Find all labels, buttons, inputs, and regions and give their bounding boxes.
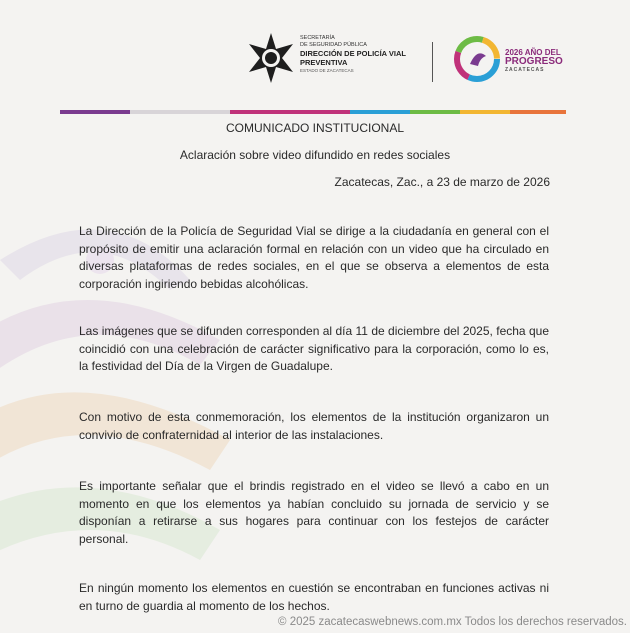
paragraph: Con motivo de esta conmemoración, los elementos de la institución organizaron un convivio de confraternidad al interior de las instalaciones. <box>79 410 549 442</box>
document-title: COMUNICADO INSTITUCIONAL <box>225 121 404 135</box>
dep-line: ESTADO DE ZACATECAS <box>300 68 354 73</box>
dep-line: DE SEGURIDAD PÚBLICA <box>300 42 367 48</box>
department-name <box>300 35 406 74</box>
paragraph: Las imágenes que se difunden corresponden al día 11 de diciembre del 2025, fecha que coincidió con una celebración de carácter significativo para la corporación, como lo es, la festividad del Día de la Virgen de Guadalupe. <box>79 324 549 373</box>
police-star-icon <box>245 32 297 84</box>
paragraph: Es importante señalar que el brindis registrado en el video se llevó a cabo en un momento en que los elementos ya habían concluido su jornada de servicio y se disponían a retirarse a sus hogares para continuar con los festejos de carácter personal. <box>79 479 549 546</box>
letterhead <box>0 30 630 100</box>
slogan-line: ZACATECAS <box>505 67 545 73</box>
dep-line: SECRETARÍA <box>300 35 335 41</box>
document-date: Zacatecas, Zac., a 23 de marzo de 2026 <box>334 175 550 189</box>
dep-line: DIRECCIÓN DE POLICÍA VIAL <box>300 49 406 58</box>
progress-logo-icon <box>452 36 502 82</box>
dep-line: PREVENTIVA <box>300 58 348 67</box>
progress-slogan <box>505 48 563 75</box>
document-subtitle: Aclaración sobre video difundido en redes sociales <box>179 148 451 162</box>
stripe-segment <box>410 110 460 114</box>
stripe-segment <box>130 110 230 114</box>
color-stripe <box>60 110 566 114</box>
slogan-line: 2026 AÑO DEL <box>505 48 561 57</box>
stripe-segment <box>350 110 410 114</box>
slogan-line: PROGRESO <box>505 56 563 67</box>
copyright-notice: © 2025 zacatecaswebnews.com.mx Todos los derechos reservados. <box>278 616 627 628</box>
stripe-segment <box>510 110 566 114</box>
paragraph: En ningún momento los elementos en cuestión se encontraban en funciones activas ni en turno de guardia al momento de los hechos. <box>79 581 549 613</box>
stripe-segment <box>60 110 130 114</box>
stripe-segment <box>230 110 350 114</box>
stripe-segment <box>460 110 510 114</box>
header-divider <box>432 42 433 82</box>
paragraph: La Dirección de la Policía de Seguridad Vial se dirige a la ciudadanía en general con el propósito de emitir una aclaración formal en relación con un video que ha circulado en diversas plataformas de redes sociales, en el que se observa a elementos de esta corporación ingiriendo bebidas alcohólicas. <box>79 224 549 291</box>
